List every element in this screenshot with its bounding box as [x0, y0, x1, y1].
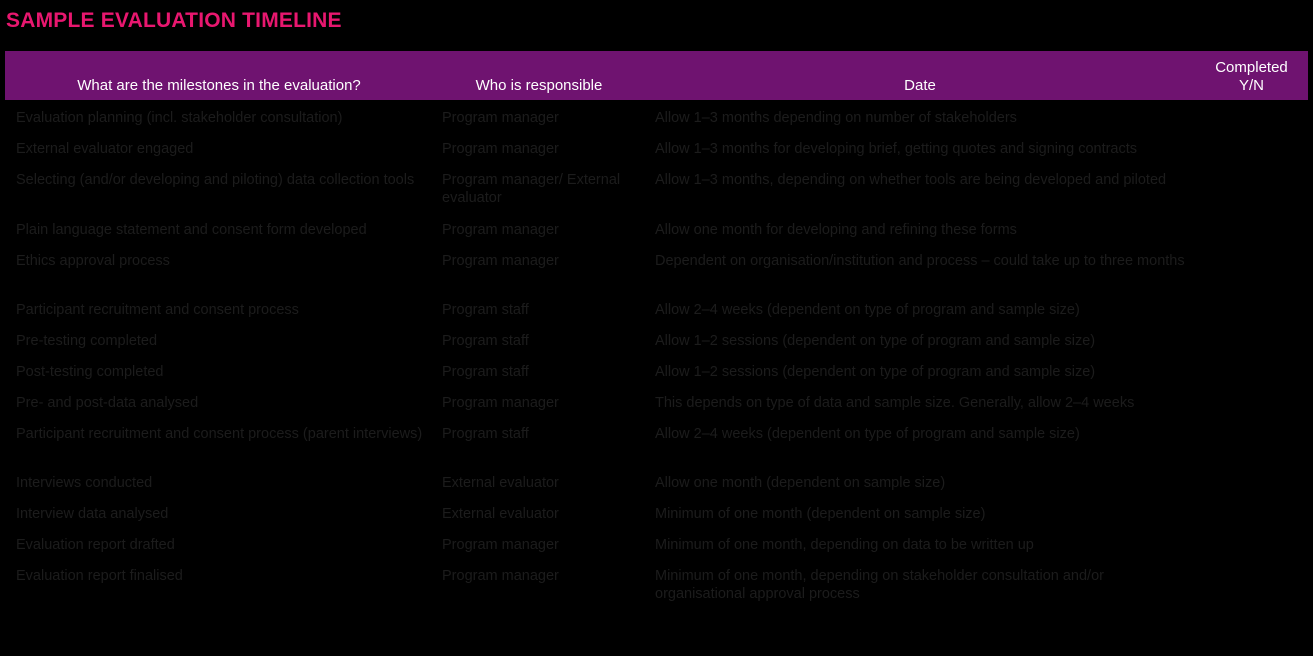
table-row [5, 558, 1308, 608]
milestone-cell: Participant recruitment and consent process (parent interviews) [16, 426, 423, 442]
table-row [5, 465, 1308, 496]
date-cell: Allow 1–2 sessions (dependent on type of program and sample size) [655, 364, 1096, 380]
responsible-cell: Program staff [442, 426, 529, 442]
table-row [5, 496, 1308, 527]
date-cell: Allow one month (dependent on sample size) [655, 475, 946, 491]
milestone-cell: External evaluator engaged [16, 141, 194, 157]
responsible-cell: External evaluator [442, 506, 559, 522]
table-row [5, 385, 1308, 416]
date-cell: Minimum of one month, depending on data to be written up [655, 537, 1034, 553]
milestone-cell: Pre- and post-data analysed [16, 395, 199, 411]
milestone-cell: Evaluation report finalised [16, 568, 183, 584]
responsible-cell: Program manager [442, 253, 559, 269]
responsible-cell: Program manager [442, 141, 559, 157]
responsible-cell: Program manager [442, 395, 559, 411]
table-row [5, 243, 1308, 292]
table-row [5, 354, 1308, 385]
milestone-cell: Selecting (and/or developing and piloting) data collection tools [16, 172, 415, 188]
date-cell: Allow 1–2 sessions (dependent on type of program and sample size) [655, 333, 1096, 349]
responsible-cell: Program manager [442, 222, 559, 238]
header-date: Date [904, 77, 936, 94]
table-row [5, 131, 1308, 162]
responsible-cell: Program staff [442, 302, 529, 318]
responsible-cell: Program staff [442, 333, 529, 349]
date-cell: Allow 2–4 weeks (dependent on type of program and sample size) [655, 302, 1080, 318]
responsible-cell: Program manager [442, 110, 559, 126]
table-body [5, 100, 1308, 608]
date-cell: This depends on type of data and sample size. Generally, allow 2–4 weeks [655, 395, 1135, 411]
date-cell: Dependent on organisation/institution and process – could take up to three months [655, 253, 1185, 269]
header-completed-line1: Completed [1215, 59, 1288, 76]
date-cell: Allow 1–3 months, depending on whether tools are being developed and piloted [655, 172, 1167, 188]
milestone-cell: Ethics approval process [16, 253, 170, 269]
milestone-cell: Pre-testing completed [16, 333, 158, 349]
milestone-cell: Participant recruitment and consent process [16, 302, 299, 318]
table-row [5, 323, 1308, 354]
milestone-cell: Evaluation planning (incl. stakeholder consultation) [16, 110, 343, 126]
table-row [5, 292, 1308, 323]
header-responsible: Who is responsible [475, 77, 603, 94]
milestone-cell: Plain language statement and consent form developed [16, 222, 367, 238]
responsible-cell: Program manager [442, 568, 559, 584]
header-completed-line2: Y/N [1238, 77, 1264, 94]
date-cell: Minimum of one month, depending on stakeholder consultation and/or organisational approval process [655, 568, 1104, 602]
header-milestone: What are the milestones in the evaluation? [77, 77, 361, 94]
milestone-cell: Post-testing completed [16, 364, 164, 380]
milestone-cell: Interview data analysed [16, 506, 169, 522]
table-row [5, 100, 1308, 131]
date-cell: Allow 2–4 weeks (dependent on type of program and sample size) [655, 426, 1080, 442]
responsible-cell: Program staff [442, 364, 529, 380]
table-row [5, 416, 1308, 465]
header-completed [1195, 59, 1308, 95]
table-row [5, 162, 1308, 212]
table-header [5, 51, 1308, 100]
date-cell: Allow 1–3 months depending on number of stakeholders [655, 110, 1017, 126]
page-title: SAMPLE EVALUATION TIMELINE [6, 9, 342, 32]
milestone-cell: Evaluation report drafted [16, 537, 175, 553]
date-cell: Allow one month for developing and refining these forms [655, 222, 1017, 238]
responsible-cell: Program manager [442, 537, 559, 553]
date-cell: Minimum of one month (dependent on sample size) [655, 506, 986, 522]
table-row [5, 527, 1308, 558]
table-row [5, 212, 1308, 243]
date-cell: Allow 1–3 months for developing brief, getting quotes and signing contracts [655, 141, 1138, 157]
responsible-cell: External evaluator [442, 475, 559, 491]
milestone-cell: Interviews conducted [16, 475, 153, 491]
responsible-cell: Program manager/ External evaluator [442, 172, 621, 206]
